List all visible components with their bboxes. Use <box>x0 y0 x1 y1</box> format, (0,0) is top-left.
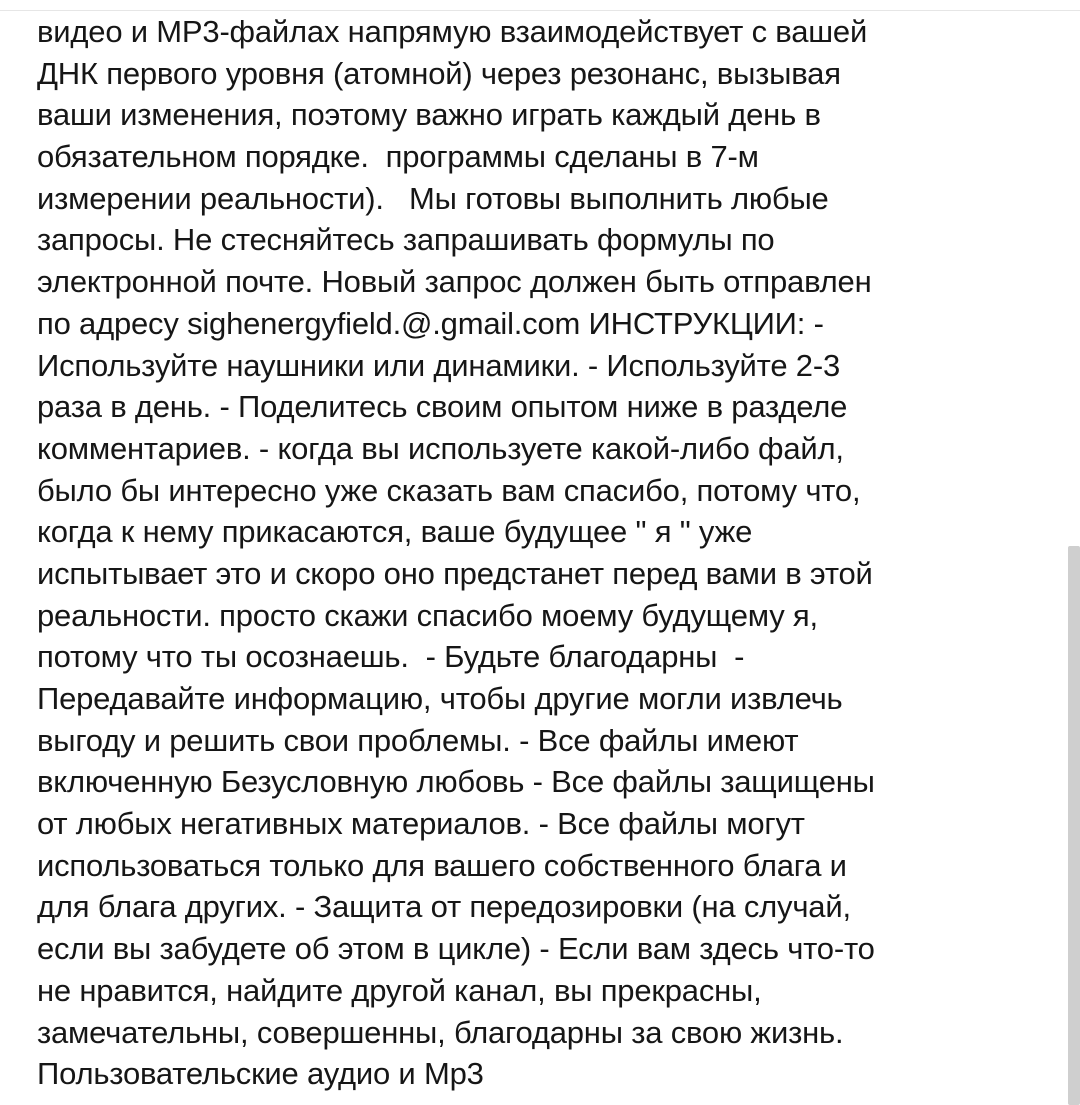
description-line: включенную Безусловную любовь - Все файлы защищены <box>37 764 875 800</box>
description-line: замечательны, совершенны, благодарны за свою жизнь. <box>37 1014 844 1050</box>
description-line: для блага других. - Защита от передозировки (на случай, <box>37 889 851 925</box>
description-line: ваши изменения, поэтому важно играть каждый день в <box>37 97 821 133</box>
description-line: видео и MP3-файлах напрямую взаимодействует с вашей <box>37 14 868 49</box>
description-line: испытывает это и скоро оно предстанет перед вами в этой <box>37 555 873 591</box>
description-line: было бы интересно уже сказать вам спасибо, потому что, <box>37 472 861 508</box>
description-line: комментариев. - когда вы используете какой-либо файл, <box>37 430 844 466</box>
description-line: Передавайте информацию, чтобы другие могли извлечь <box>37 681 843 716</box>
description-line: не нравится, найдите другой канал, вы прекрасны, <box>37 972 762 1008</box>
description-line: использоваться только для вашего собственного блага и <box>37 847 847 883</box>
description-line: обязательном порядке. программы сделаны в 7-м <box>37 139 759 175</box>
description-line: реальности. просто скажи спасибо моему будущему я, <box>37 597 818 633</box>
description-line: Используйте наушники или динамики. - Используйте 2-3 <box>37 347 840 383</box>
scrollbar-thumb[interactable] <box>1068 546 1080 1105</box>
description-line: если вы забудете об этом в цикле) - Если вам здесь что-то <box>37 931 875 967</box>
description-line: электронной почте. Новый запрос должен быть отправлен <box>37 264 872 300</box>
description-line: от любых негативных материалов. - Все файлы могут <box>37 806 805 842</box>
description-line: Пользовательские аудио и Mp3 <box>37 1056 484 1092</box>
description-line: когда к нему прикасаются, ваше будущее " я " уже <box>37 514 753 550</box>
description-line: ДНК первого уровня (атомной) через резонанс, вызывая <box>37 55 841 91</box>
description-line: измерении реальности). Мы готовы выполнить любые <box>37 180 829 216</box>
description-line: по адресу sighenergyfield.@.gmail.com ИНСТРУКЦИИ: - <box>37 305 824 341</box>
description-line: выгоду и решить свои проблемы. - Все файлы имеют <box>37 722 799 758</box>
description-line: раза в день. - Поделитесь своим опытом ниже в разделе <box>37 389 848 425</box>
description-line: запросы. Не стесняйтесь запрашивать формулы по <box>37 222 775 258</box>
description-line: потому что ты осознаешь. - Будьте благодарны - <box>37 639 745 675</box>
video-description-text <box>37 11 1057 1095</box>
